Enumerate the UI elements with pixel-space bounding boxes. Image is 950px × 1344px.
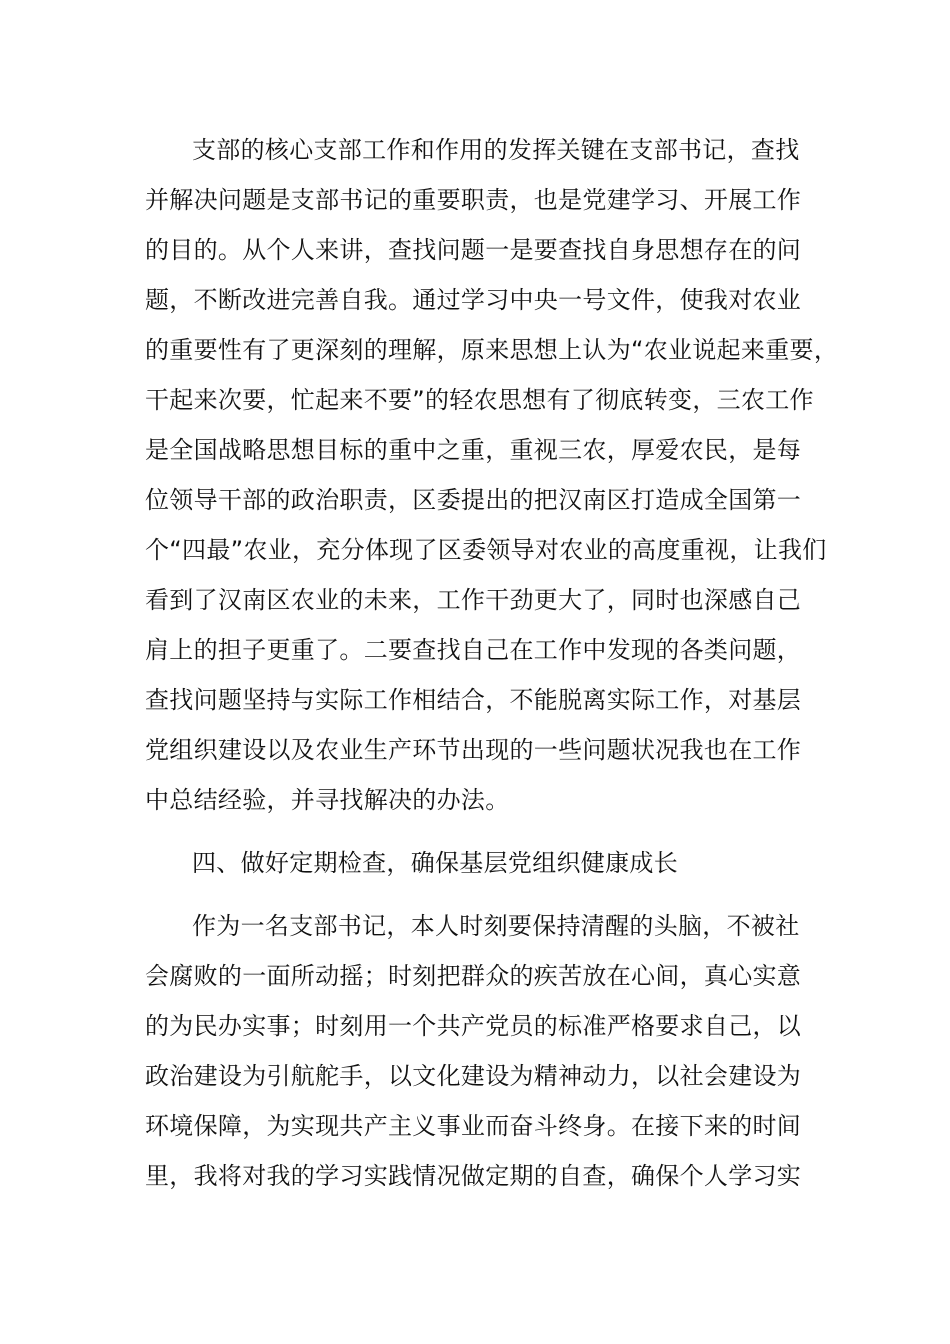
- paragraph-2-line-6: 里，我将对我的学习实践情况做定期的自查，确保个人学习实: [145, 1162, 802, 1190]
- paragraph-1-line-3: 的目的。从个人来讲，查找问题一是要查找自身思想存在的问: [145, 236, 802, 264]
- section-heading: 四、做好定期检查，确保基层党组织健康成长: [192, 849, 678, 877]
- paragraph-2-line-3: 的为民办实事；时刻用一个共产党员的标准严格要求自己，以: [145, 1012, 802, 1040]
- paragraph-1-line-11: 肩上的担子更重了。二要查找自己在工作中发现的各类问题，: [145, 636, 802, 664]
- paragraph-1-line-14: 中总结经验，并寻找解决的办法。: [145, 786, 510, 814]
- paragraph-2-line-5: 环境保障，为实现共产主义事业而奋斗终身。在接下来的时间: [145, 1112, 802, 1140]
- paragraph-2-line-1: 作为一名支部书记，本人时刻要保持清醒的头脑，不被社: [192, 912, 800, 940]
- paragraph-1-line-9: 个“四最”农业，充分体现了区委领导对农业的高度重视，让我们: [145, 536, 827, 564]
- paragraph-2-line-4: 政治建设为引航舵手，以文化建设为精神动力，以社会建设为: [145, 1062, 802, 1090]
- paragraph-2-line-2: 会腐败的一面所动摇；时刻把群众的疾苦放在心间，真心实意: [145, 962, 802, 990]
- paragraph-1-line-5: 的重要性有了更深刻的理解，原来思想上认为“农业说起来重要，: [145, 336, 839, 364]
- paragraph-1-line-10: 看到了汉南区农业的未来，工作干劲更大了，同时也深感自己: [145, 586, 802, 614]
- paragraph-1-line-8: 位领导干部的政治职责，区委提出的把汉南区打造成全国第一: [145, 486, 802, 514]
- paragraph-1-line-12: 查找问题坚持与实际工作相结合，不能脱离实际工作，对基层: [145, 686, 802, 714]
- paragraph-1-line-1: 支部的核心支部工作和作用的发挥关键在支部书记，查找: [192, 136, 800, 164]
- paragraph-1-line-7: 是全国战略思想目标的重中之重，重视三农，厚爱农民，是每: [145, 436, 802, 464]
- paragraph-1-line-6: 干起来次要，忙起来不要”的轻农思想有了彻底转变，三农工作: [145, 386, 814, 414]
- paragraph-1-line-2: 并解决问题是支部书记的重要职责，也是党建学习、开展工作: [145, 186, 802, 214]
- paragraph-1-line-4: 题，不断改进完善自我。通过学习中央一号文件，使我对农业: [145, 286, 802, 314]
- paragraph-1-line-13: 党组织建设以及农业生产环节出现的一些问题状况我也在工作: [145, 736, 802, 764]
